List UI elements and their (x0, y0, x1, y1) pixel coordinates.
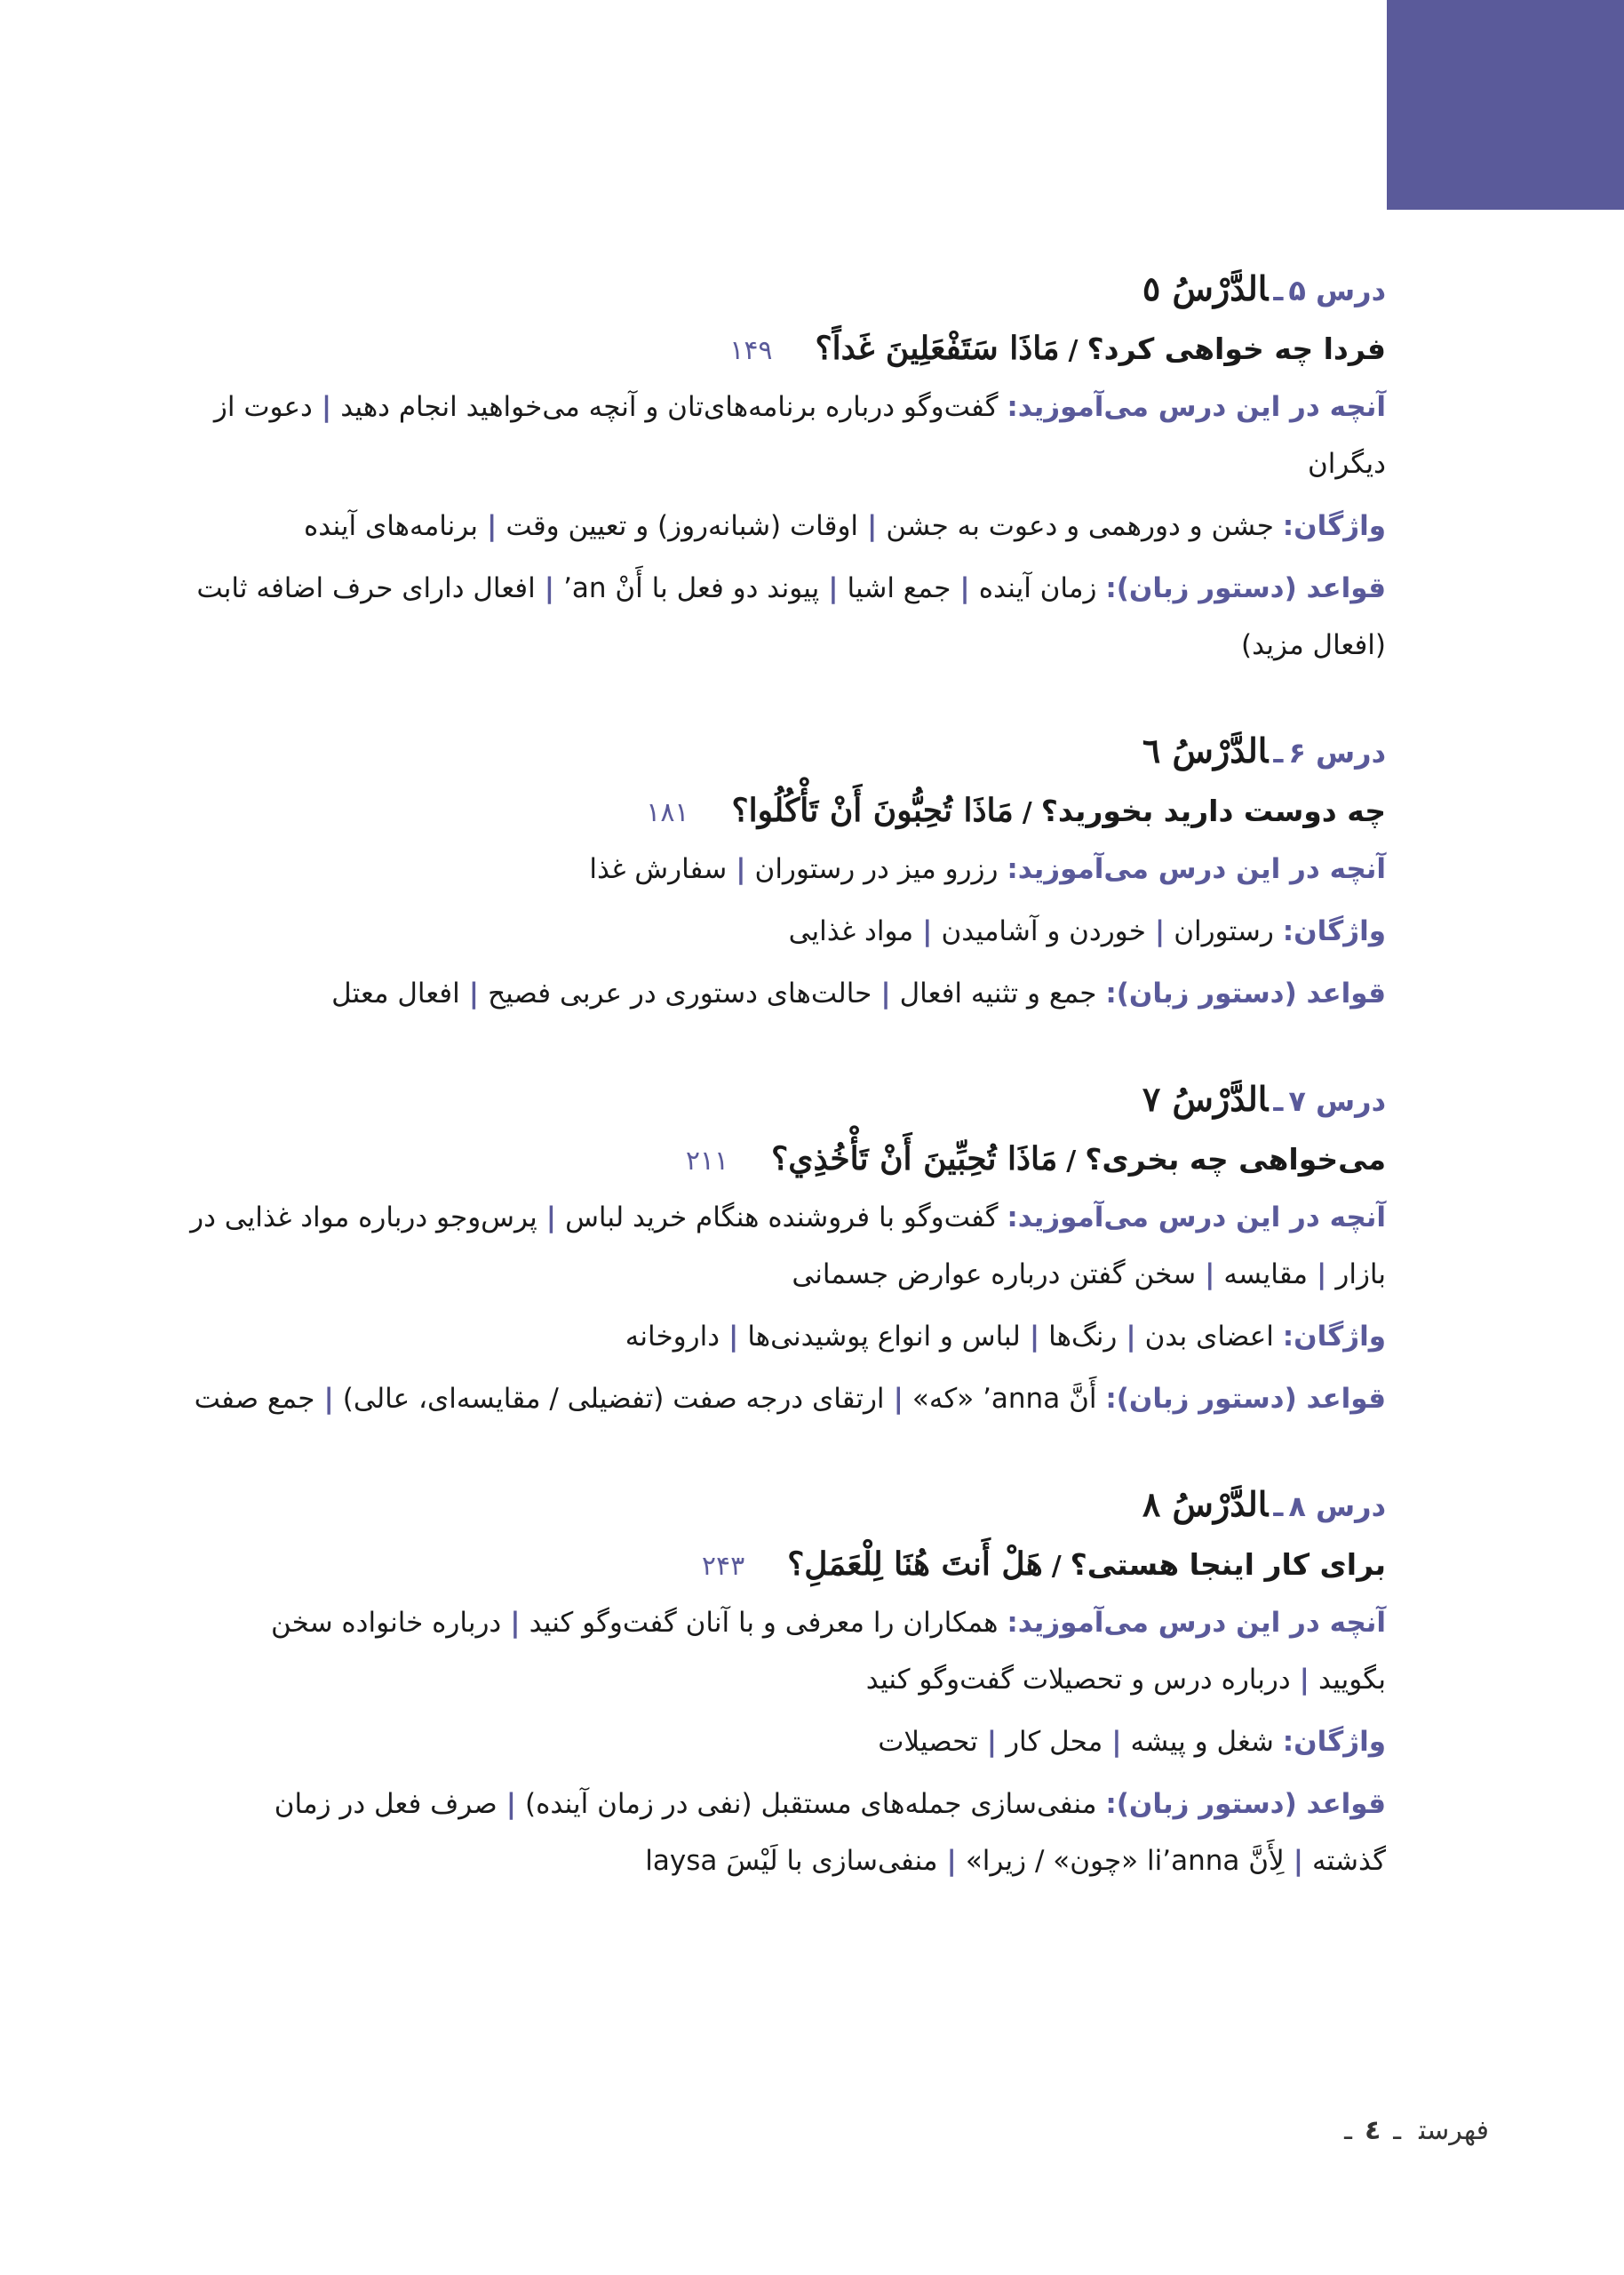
grammar-item: زمان آینده (978, 572, 1097, 604)
vocab-item: جشن و دورهمی و دعوت به جشن (886, 510, 1274, 542)
vocab-item: داروخانه (625, 1321, 720, 1353)
lesson-title-arabic: مَاذَا تُحِبِّينَ أَنْ تَأْخُذِي؟ (771, 1140, 1058, 1177)
separator-bar: | (1029, 1321, 1040, 1353)
learn-label: آنچه در این درس می‌آموزید: (1007, 853, 1386, 885)
lesson-title-row (178, 318, 1386, 379)
separator-bar: | (321, 391, 332, 423)
grammar-item: جمع اشیا (847, 572, 951, 604)
grammar-item: حالت‌های دستوری در عربی فصیح (488, 978, 872, 1010)
grammar-section (178, 560, 1386, 674)
vocab-label: واژگان: (1282, 1321, 1386, 1353)
grammar-item: منفی‌سازی جمله‌های مستقبل (نفی در زمان آینده) (525, 1788, 1097, 1820)
separator-bar: | (736, 853, 746, 885)
separator-bar: | (1154, 915, 1166, 947)
page-number[interactable]: ۱۸۱ (646, 797, 689, 828)
title-separator: / (1066, 1145, 1077, 1177)
grammar-item: لِأَنَّ liʼanna «چون» / زیرا» (965, 1845, 1285, 1877)
grammar-item: صرف فعل در زمان گذشته (274, 1788, 1386, 1877)
separator-bar: | (544, 572, 555, 604)
grammar-item: افعال معتل (331, 978, 460, 1010)
lesson-number-label: درس ۷ (1288, 1084, 1386, 1118)
separator-bar: | (959, 572, 970, 604)
separator-bar: | (1293, 1845, 1304, 1877)
vocab-item: خوردن و آشامیدن (941, 915, 1146, 947)
learn-label: آنچه در این درس می‌آموزید: (1007, 391, 1386, 423)
separator-bar: | (828, 572, 839, 604)
grammar-item: افعال دارای حرف اضافه ثابت (افعال مزید) (196, 572, 1386, 661)
vocab-label: واژگان: (1282, 510, 1386, 542)
lesson-arabic-heading: الدَّرْسُ ٧ (1142, 1079, 1269, 1119)
learn-item: پرس‌وجو درباره مواد غذایی در بازار (190, 1201, 1386, 1290)
learn-section (178, 379, 1386, 492)
vocab-section (178, 1308, 1386, 1365)
lesson-heading (178, 1475, 1386, 1534)
separator-bar: | (468, 978, 480, 1010)
grammar-item: جمع و تثنیه افعال (899, 978, 1097, 1010)
lesson-title-persian: برای کار اینجا هستی؟ (1070, 1547, 1386, 1582)
lesson-arabic-heading: الدَّرْسُ ٦ (1142, 730, 1269, 770)
learn-item: همکاران را معرفی و با آنان گفت‌وگو کنید (529, 1607, 999, 1639)
separator-bar: | (867, 510, 878, 542)
title-separator: / (1068, 335, 1079, 366)
learn-item: دعوت از دیگران (213, 391, 1386, 480)
vocab-section (178, 498, 1386, 555)
lesson-heading (178, 1070, 1386, 1129)
lesson-title-persian: چه دوست دارید بخورید؟ (1040, 794, 1386, 828)
vocab-section (178, 903, 1386, 960)
grammar-item: جمع صفت (194, 1383, 315, 1415)
vocab-label: واژگان: (1282, 1726, 1386, 1758)
separator-bar: | (728, 1321, 739, 1353)
grammar-section (178, 1776, 1386, 1889)
learn-item: سخن گفتن درباره عوارض جسمانی (792, 1258, 1197, 1290)
separator-bar: | (323, 1383, 334, 1415)
separator-bar: | (1126, 1321, 1136, 1353)
page-number[interactable]: ۲۱۱ (685, 1145, 729, 1177)
vocab-item: اعضای بدن (1144, 1321, 1274, 1353)
page-number[interactable]: ۲۴۳ (701, 1551, 745, 1582)
vocab-label: واژگان: (1282, 915, 1386, 947)
corner-color-block (1387, 0, 1624, 210)
learn-item: درباره خانواده سخن بگویید (270, 1607, 1386, 1696)
vocab-item: رستوران (1174, 915, 1274, 947)
heading-dash: ـ (1273, 1084, 1284, 1118)
lesson-title-arabic: مَاذَا سَتَفْعَلِينَ غَداً؟ (815, 330, 1060, 367)
lesson-title-persian: فردا چه خواهی کرد؟ (1087, 331, 1386, 366)
learn-item: مقایسه (1223, 1258, 1309, 1290)
separator-bar: | (545, 1201, 557, 1233)
vocab-item: تحصیلات (878, 1726, 978, 1758)
separator-bar: | (1299, 1664, 1310, 1696)
grammar-section (178, 1370, 1386, 1427)
separator-bar: | (893, 1383, 904, 1415)
learn-item: سفارش غذا (589, 853, 728, 885)
lesson-8 (178, 1475, 1386, 1889)
separator-bar: | (986, 1726, 998, 1758)
separator-bar: | (487, 510, 498, 542)
lesson-title-row (178, 1534, 1386, 1594)
grammar-item: منفی‌سازی با لَيْسَ laysa (645, 1845, 938, 1877)
learn-item: گفت‌وگو درباره برنامه‌های‌تان و آنچه می‌خواهید انجام دهید (340, 391, 999, 423)
learn-section (178, 841, 1386, 898)
separator-bar: | (880, 978, 891, 1010)
separator-bar: | (946, 1845, 957, 1877)
learn-item: گفت‌وگو با فروشنده هنگام خرید لباس (565, 1201, 999, 1233)
separator-bar: | (1111, 1726, 1122, 1758)
page-footer (1276, 2111, 1489, 2151)
page-number[interactable]: ۱۴۹ (729, 335, 773, 366)
lesson-title-persian: می‌خواهی چه بخری؟ (1085, 1142, 1386, 1177)
footer-dash: ـ (1393, 2115, 1402, 2146)
grammar-item: ارتقای درجه صفت (تفضیلی / مقایسه‌ای، عالی) (342, 1383, 885, 1415)
learn-label: آنچه در این درس می‌آموزید: (1007, 1607, 1386, 1639)
grammar-item: أَنَّ ʼanna «که» (912, 1383, 1097, 1415)
vocab-section (178, 1713, 1386, 1770)
grammar-section (178, 965, 1386, 1022)
footer-page-number: ٤ (1364, 2115, 1381, 2146)
lesson-title-row (178, 780, 1386, 841)
grammar-label: قواعد (دستور زبان): (1105, 978, 1386, 1010)
lesson-title-arabic: هَلْ أَنتَ هُنَا لِلْعَمَلِ؟ (787, 1545, 1043, 1583)
lesson-number-label: درس ۵ (1288, 274, 1386, 307)
lesson-title-row (178, 1129, 1386, 1189)
vocab-item: برنامه‌های آینده (303, 510, 479, 542)
lesson-number-label: درس ۸ (1288, 1489, 1386, 1523)
lesson-arabic-heading: الدَّرْسُ ٨ (1142, 1484, 1269, 1524)
learn-label: آنچه در این درس می‌آموزید: (1007, 1201, 1386, 1233)
vocab-item: لباس و انواع پوشیدنی‌ها (747, 1321, 1021, 1353)
vocab-item: اوقات (شبانه‌روز) و تعیین وقت (506, 510, 859, 542)
learn-item: درباره درس و تحصیلات گفت‌وگو کنید (865, 1664, 1291, 1696)
grammar-label: قواعد (دستور زبان): (1105, 1383, 1386, 1415)
lesson-6 (178, 722, 1386, 1022)
vocab-item: شغل و پیشه (1130, 1726, 1274, 1758)
title-separator: / (1022, 797, 1032, 828)
footer-section-label: فهرست (1419, 2115, 1489, 2146)
separator-bar: | (506, 1788, 517, 1820)
lesson-number-label: درس ۶ (1288, 736, 1386, 770)
vocab-item: رنگ‌ها (1048, 1321, 1118, 1353)
separator-bar: | (510, 1607, 521, 1639)
lesson-title-arabic: مَاذَا تُحِبُّونَ أَنْ تَأْكُلُوا؟ (731, 792, 1014, 829)
grammar-label: قواعد (دستور زبان): (1105, 1788, 1386, 1820)
lesson-5 (178, 259, 1386, 674)
heading-dash: ـ (1273, 274, 1284, 307)
separator-bar: | (1205, 1258, 1215, 1290)
learn-section (178, 1594, 1386, 1708)
learn-item: رزرو میز در رستوران (754, 853, 999, 885)
vocab-item: مواد غذایی (788, 915, 914, 947)
title-separator: / (1051, 1551, 1062, 1582)
learn-section (178, 1189, 1386, 1303)
grammar-item: پیوند دو فعل با أَنْ ʼan (563, 572, 820, 604)
lesson-7 (178, 1070, 1386, 1427)
heading-dash: ـ (1273, 1489, 1284, 1523)
vocab-item: محل کار (1006, 1726, 1103, 1758)
lesson-heading (178, 722, 1386, 780)
separator-bar: | (922, 915, 933, 947)
lesson-arabic-heading: الدَّرْسُ ٥ (1142, 268, 1269, 308)
footer-dash: ـ (1344, 2115, 1352, 2146)
grammar-label: قواعد (دستور زبان): (1105, 572, 1386, 604)
lesson-heading (178, 259, 1386, 318)
table-of-contents (178, 259, 1386, 1937)
heading-dash: ـ (1273, 736, 1284, 770)
separator-bar: | (1317, 1258, 1327, 1290)
